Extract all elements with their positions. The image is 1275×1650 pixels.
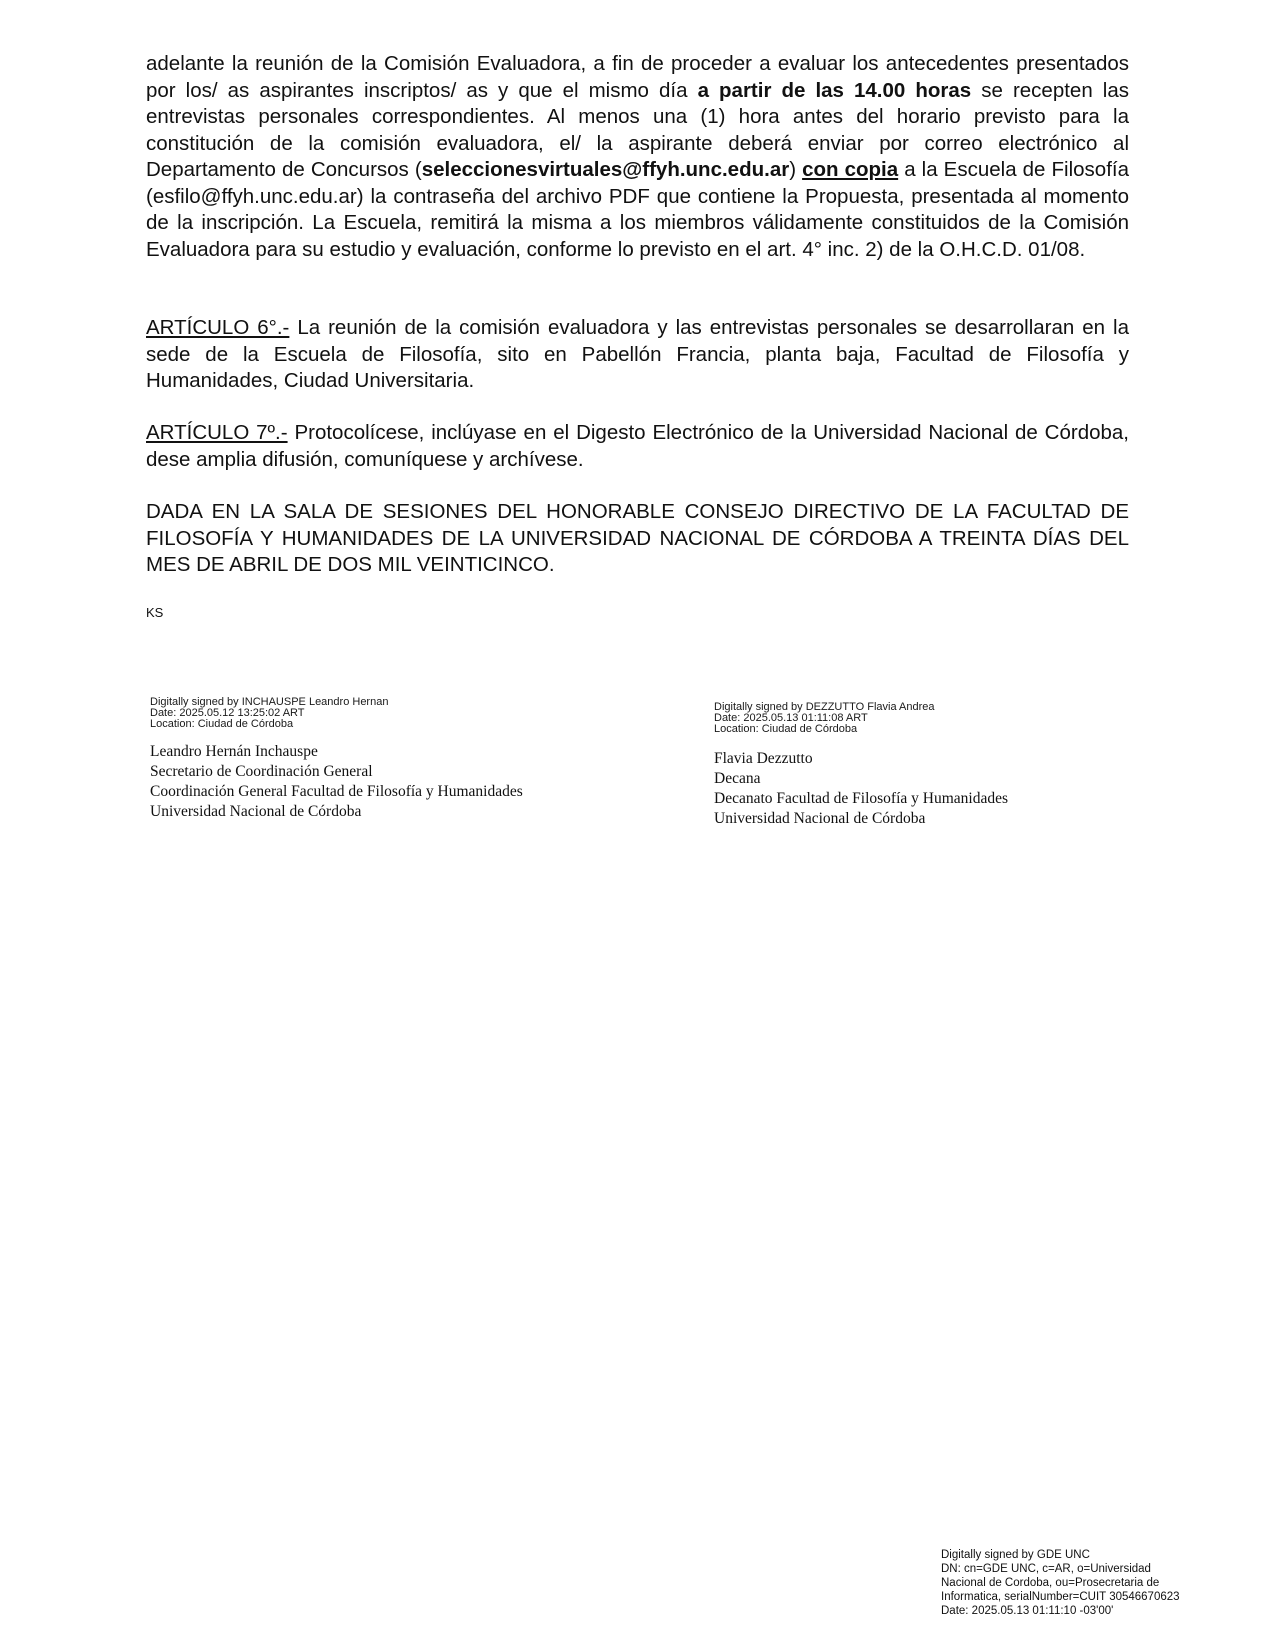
signer-name: Leandro Hernán Inchauspe bbox=[150, 743, 318, 760]
article-7-text: Protocolícese, inclúyase en el Digesto Electrónico de la Universidad Nacional de Córdoba, dese amplia difusión, comuníquese y archívese. bbox=[146, 421, 1129, 471]
signature-date: Date: 2025.05.13 01:11:08 ART bbox=[714, 712, 868, 724]
text-segment: a la Escuela de Filosofía (esfilo@ffyh.unc.edu.ar) la contraseña del archivo PDF que contiene la Propuesta, presentada al momento de la inscripción. La Escuela, remitirá la misma a los miembros válidamente constituidos de la Comisión Evaluadora para su estudio y evaluación, conforme lo previsto en el art. 4° inc. 2) de la O.H.C.D. 01/08. bbox=[146, 158, 1129, 261]
article-7-label: ARTÍCULO 7º.- bbox=[146, 421, 288, 444]
gde-line: Digitally signed by GDE UNC bbox=[941, 1549, 1090, 1561]
signer-details bbox=[150, 742, 523, 822]
signer-institution: Universidad Nacional de Córdoba bbox=[150, 803, 362, 820]
article-6 bbox=[146, 315, 1129, 395]
signer-name: Flavia Dezzutto bbox=[714, 750, 813, 767]
gde-line: Informatica, serialNumber=CUIT 30546670623 bbox=[941, 1591, 1180, 1603]
email-address: seleccionesvirtuales@ffyh.unc.edu.ar bbox=[421, 158, 790, 181]
signer-details bbox=[714, 749, 1008, 829]
gde-line: Date: 2025.05.13 01:11:10 -03'00' bbox=[941, 1605, 1114, 1617]
signer-unit: Decanato Facultad de Filosofía y Humanidades bbox=[714, 790, 1008, 807]
gde-line: DN: cn=GDE UNC, c=AR, o=Universidad bbox=[941, 1563, 1151, 1575]
article-6-text: La reunión de la comisión evaluadora y las entrevistas personales se desarrollaran en la sede de la Escuela de Filosofía, sito en Pabellón Francia, planta baja, Facultad de Filosofía y Humanidades, Ciudad Universitaria. bbox=[146, 316, 1129, 392]
signer-role: Secretario de Coordinación General bbox=[150, 763, 373, 780]
signer-unit: Coordinación General Facultad de Filosofía y Humanidades bbox=[150, 783, 523, 800]
bold-time-text: a partir de las 14.00 horas bbox=[697, 78, 972, 102]
signer-institution: Universidad Nacional de Córdoba bbox=[714, 810, 926, 827]
typist-initials: KS bbox=[146, 605, 164, 620]
gde-digital-signature-stamp bbox=[941, 1548, 1180, 1618]
text-segment: adelante la reunión de la Comisión Evaluadora, a fin de proceder a evaluar los antecedentes presentados por los/ as aspirantes inscriptos/ as y que el mismo día bbox=[146, 52, 1129, 102]
con-copia-emphasis: con copia bbox=[802, 158, 899, 181]
closing-statement: DADA EN LA SALA DE SESIONES DEL HONORABLE CONSEJO DIRECTIVO DE LA FACULTAD DE FILOSOFÍA Y HUMANIDADES DE LA UNIVERSIDAD NACIONAL DE CÓRDOBA A TREINTA DÍAS DEL MES DE ABRIL DE DOS MIL VEINTICINCO. bbox=[146, 500, 1129, 576]
gde-line: Nacional de Cordoba, ou=Prosecretaria de bbox=[941, 1577, 1160, 1589]
signed-by: Digitally signed by INCHAUSPE Leandro Hernan bbox=[150, 696, 389, 708]
paragraph-evaluation-schedule bbox=[146, 51, 1129, 263]
text-segment: ) bbox=[789, 158, 803, 181]
signature-meta bbox=[150, 697, 523, 730]
text-segment: se recepten las entrevistas personales correspondientes. Al menos una (1) hora antes del horario previsto para la constitución de la comisión evaluadora, el/ la aspirante deberá enviar por correo electrónico al Departamento de Concursos ( bbox=[146, 78, 1129, 181]
signature-block-right bbox=[714, 702, 1008, 829]
signed-by: Digitally signed by DEZZUTTO Flavia Andrea bbox=[714, 701, 935, 713]
signature-date: Date: 2025.05.12 13:25:02 ART bbox=[150, 707, 305, 719]
signer-role: Decana bbox=[714, 770, 761, 787]
signature-block-left bbox=[150, 697, 523, 822]
signature-location: Location: Ciudad de Córdoba bbox=[714, 723, 858, 735]
signature-meta bbox=[714, 702, 1008, 735]
article-7 bbox=[146, 420, 1129, 473]
signature-location: Location: Ciudad de Córdoba bbox=[150, 718, 294, 730]
article-6-label: ARTÍCULO 6°.- bbox=[146, 316, 290, 339]
